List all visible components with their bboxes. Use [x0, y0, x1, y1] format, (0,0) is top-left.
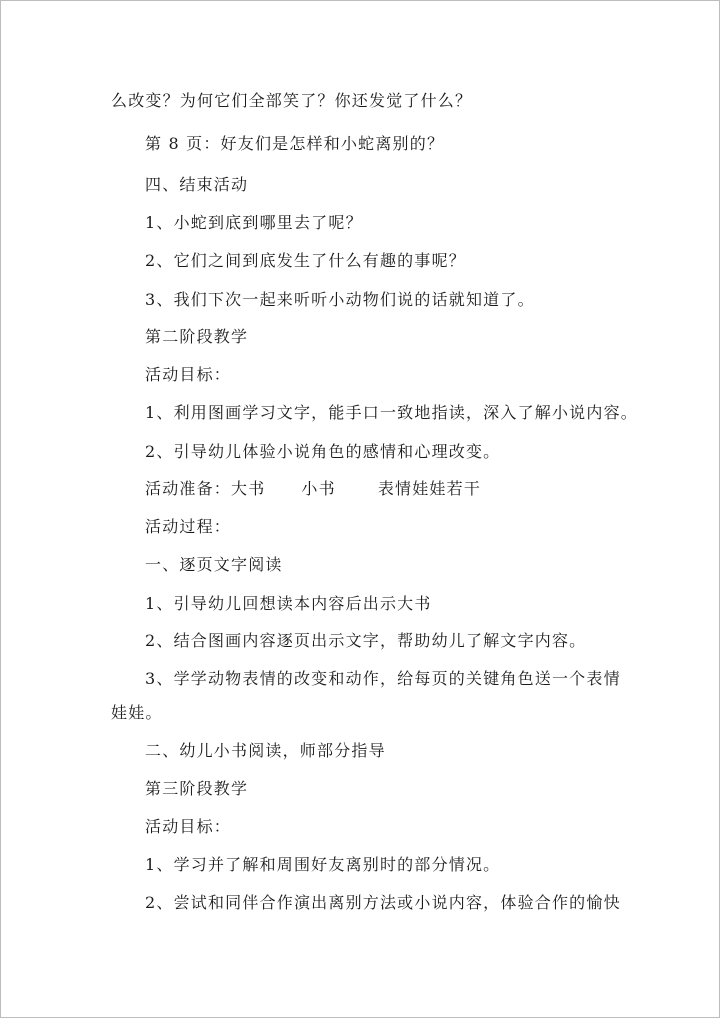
- subheading: 活动目标：: [145, 365, 232, 384]
- list-item: 2、结合图画内容逐页出示文字，帮助幼儿了解文字内容。: [145, 631, 587, 650]
- subheading: 活动目标：: [145, 817, 232, 836]
- preparation-item: 表情娃娃若干: [377, 479, 482, 498]
- list-item: 1、小蛇到底到哪里去了呢？: [145, 213, 363, 232]
- list-item: 1、学习并了解和周围好友离别时的部分情况。: [145, 855, 501, 874]
- section-heading: 二、幼儿小书阅读，师部分指导: [145, 741, 386, 760]
- preparation-label: 活动准备：大书: [145, 479, 266, 498]
- list-item: 2、引导幼儿体验小说角色的感情和心理改变。: [145, 442, 501, 461]
- list-item: 3、学学动物表情的改变和动作，给每页的关键角色送一个表情: [145, 669, 621, 688]
- list-item: 1、利用图画学习文字，能手口一致地指读，深入了解小说内容。: [145, 403, 638, 422]
- subheading: 活动过程：: [145, 517, 232, 536]
- list-item: 2、它们之间到底发生了什么有趣的事呢？: [145, 251, 466, 270]
- list-item: 2、尝试和同伴合作演出离别方法或小说内容，体验合作的愉快: [145, 893, 621, 912]
- section-heading: 四、结束活动: [145, 175, 249, 194]
- list-item: 3、我们下次一起来听听小动物们说的话就知道了。: [145, 290, 535, 309]
- paragraph: 第 8 页：好友们是怎样和小蛇离别的？: [145, 134, 445, 153]
- paragraph-continuation: 娃娃。: [111, 703, 163, 722]
- section-heading: 第三阶段教学: [145, 779, 249, 798]
- preparation-line: [145, 477, 481, 501]
- paragraph-continuation: 么改变？为何它们全部笑了？你还发觉了什么？: [111, 91, 473, 110]
- preparation-item: 小书: [301, 479, 336, 498]
- list-item: 1、引导幼儿回想读本内容后出示大书: [145, 594, 432, 613]
- section-heading: 一、逐页文字阅读: [145, 555, 283, 574]
- section-heading: 第二阶段教学: [145, 327, 249, 346]
